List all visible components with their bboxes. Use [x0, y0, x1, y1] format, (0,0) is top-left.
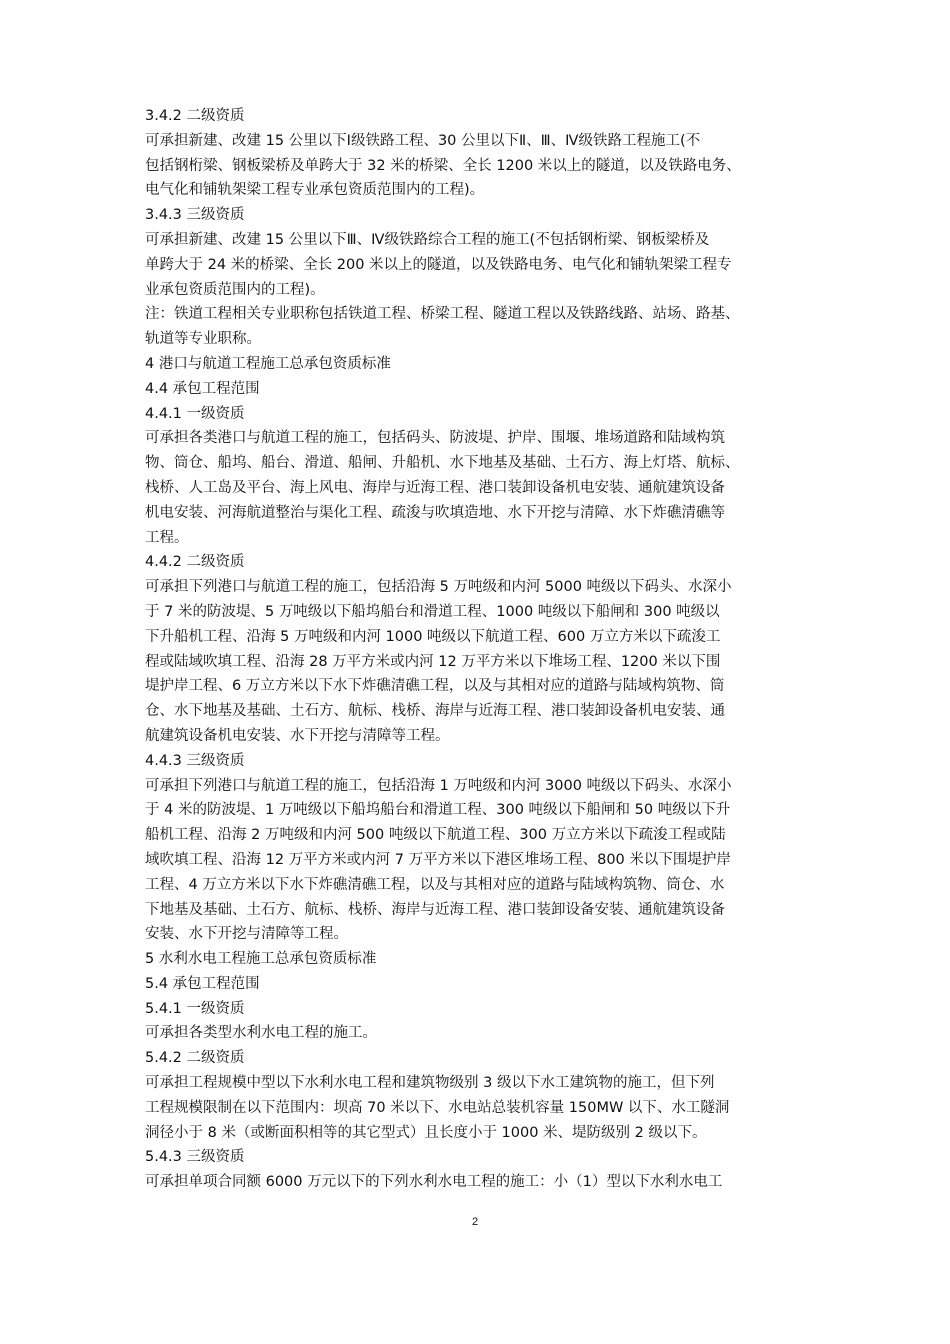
text-line: 可承担新建、改建 15 公里以下Ⅰ级铁路工程、30 公里以下Ⅱ、Ⅲ、Ⅳ级铁路工程施工(不: [145, 132, 701, 149]
text-line: 轨道等专业职称。: [145, 331, 261, 348]
text-line: 物、筒仓、船坞、船台、滑道、船闸、升船机、水下地基及基础、土石方、海上灯塔、航标、: [145, 455, 740, 472]
text-line: 程或陆域吹填工程、沿海 28 万平方米或内河 12 万平方米以下堆场工程、1200 米以下围: [145, 653, 721, 670]
text-line: 仓、水下地基及基础、土石方、航标、栈桥、海岸与近海工程、港口装卸设备机电安装、通: [145, 703, 725, 720]
text-line: 4 港口与航道工程施工总承包资质标准: [145, 355, 391, 372]
text-line: 工程、4 万立方米以下水下炸礁清礁工程，以及与其相对应的道路与陆域构筑物、筒仓、水: [145, 876, 725, 893]
text-line: 域吹填工程、沿海 12 万平方米或内河 7 万平方米以下港区堆场工程、800 米以下围堤护岸: [145, 851, 731, 868]
text-line: 安装、水下开挖与清障等工程。: [145, 926, 348, 943]
text-line: 船机工程、沿海 2 万吨级和内河 500 吨级以下航道工程、300 万立方米以下疏浚工程或陆: [145, 827, 726, 844]
text-line: 下地基及基础、土石方、航标、栈桥、海岸与近海工程、港口装卸设备安装、通航建筑设备: [145, 901, 725, 918]
text-line: 栈桥、人工岛及平台、海上风电、海岸与近海工程、港口装卸设备机电安装、通航建筑设备: [145, 479, 725, 496]
text-line: 工程。: [145, 529, 189, 546]
text-line: 单跨大于 24 米的桥梁、全长 200 米以上的隧道，以及铁路电务、电气化和铺轨架梁工程专: [145, 256, 732, 273]
text-line: 4.4.2 二级资质: [145, 554, 245, 571]
text-line: 3.4.3 三级资质: [145, 207, 245, 224]
text-line: 于 4 米的防波堤、1 万吨级以下船坞船台和滑道工程、300 吨级以下船闸和 50 吨级以下升: [145, 802, 731, 819]
text-line: 下升船机工程、沿海 5 万吨级和内河 1000 吨级以下航道工程、600 万立方米以下疏浚工: [145, 628, 721, 645]
text-line: 5.4.3 三级资质: [145, 1149, 245, 1166]
text-line: 5 水利水电工程施工总承包资质标准: [145, 951, 377, 968]
body-text: [145, 104, 820, 1195]
text-line: 4.4.1 一级资质: [145, 405, 245, 422]
text-line: 航建筑设备机电安装、水下开挖与清障等工程。: [145, 727, 450, 744]
text-line: 可承担各类型水利水电工程的施工。: [145, 1025, 377, 1042]
text-line: 可承担单项合同额 6000 万元以下的下列水利水电工程的施工：小（1）型以下水利水电工: [145, 1174, 723, 1191]
text-line: 业承包资质范围内的工程)。: [145, 281, 325, 298]
text-line: 电气化和铺轨架梁工程专业承包资质范围内的工程)。: [145, 182, 485, 199]
text-line: 工程规模限制在以下范围内：坝高 70 米以下、水电站总装机容量 150MW 以下、水工隧洞: [145, 1099, 730, 1116]
text-line: 5.4.2 二级资质: [145, 1050, 245, 1067]
text-line: 包括钢桁梁、钢板梁桥及单跨大于 32 米的桥梁、全长 1200 米以上的隧道，以及铁路电务、: [145, 157, 741, 174]
text-line: 于 7 米的防波堤、5 万吨级以下船坞船台和滑道工程、1000 吨级以下船闸和 300 吨级以: [145, 603, 720, 620]
text-line: 5.4.1 一级资质: [145, 1000, 245, 1017]
text-line: 洞径小于 8 米（或断面积相等的其它型式）且长度小于 1000 米、堤防级别 2 级以下。: [145, 1124, 707, 1141]
text-line: 堤护岸工程、6 万立方米以下水下炸礁清礁工程，以及与其相对应的道路与陆域构筑物、筒: [145, 678, 725, 695]
text-line: 3.4.2 二级资质: [145, 108, 245, 124]
text-line: 4.4 承包工程范围: [145, 380, 260, 397]
text-line: 5.4 承包工程范围: [145, 975, 260, 992]
text-line: 可承担新建、改建 15 公里以下Ⅲ、Ⅳ级铁路综合工程的施工(不包括钢桁梁、钢板梁桥及: [145, 231, 710, 248]
text-line: 可承担下列港口与航道工程的施工，包括沿海 1 万吨级和内河 3000 吨级以下码头、水深小: [145, 777, 732, 794]
text-line: 4.4.3 三级资质: [145, 752, 245, 769]
page-number: 2: [471, 1216, 479, 1228]
text-line: 可承担下列港口与航道工程的施工，包括沿海 5 万吨级和内河 5000 吨级以下码头、水深小: [145, 579, 732, 596]
text-line: 可承担各类港口与航道工程的施工，包括码头、防波堤、护岸、围堰、堆场道路和陆域构筑: [145, 430, 725, 447]
text-line: 机电安装、河海航道整治与渠化工程、疏浚与吹填造地、水下开挖与清障、水下炸礁清礁等: [145, 504, 725, 521]
text-line: 注：铁道工程相关专业职称包括铁道工程、桥梁工程、隧道工程以及铁路线路、站场、路基、: [145, 306, 740, 323]
text-line: 可承担工程规模中型以下水利水电工程和建筑物级别 3 级以下水工建筑物的施工，但下列: [145, 1075, 715, 1092]
